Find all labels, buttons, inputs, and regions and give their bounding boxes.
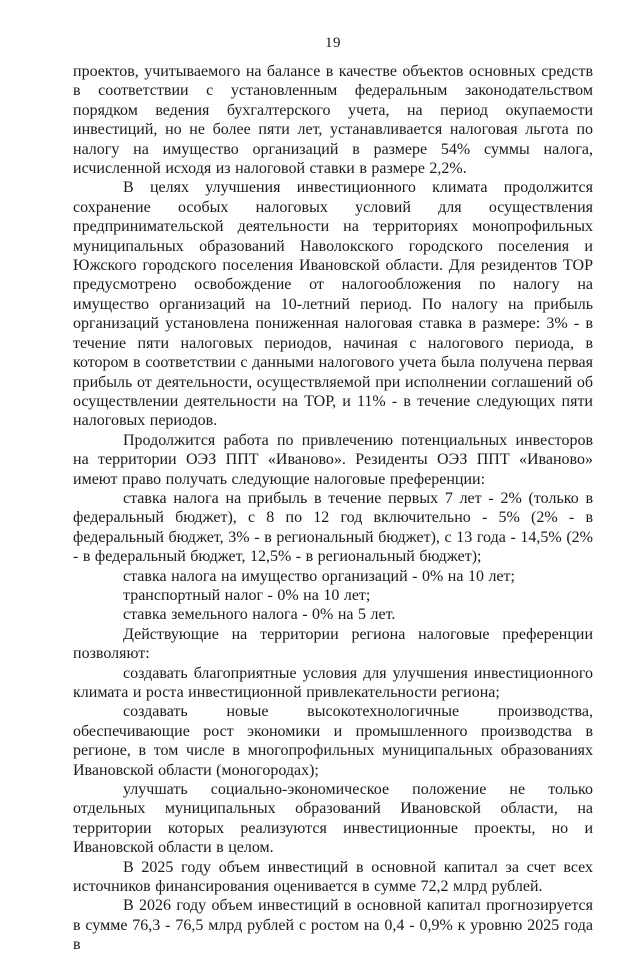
- paragraph: создавать благоприятные условия для улучшения инвестиционного климата и роста инвестиционной привлекательности региона;: [73, 664, 593, 701]
- page-number: 19: [325, 35, 341, 51]
- paragraph: Действующие на территории региона налоговые преференции позволяют:: [73, 625, 593, 663]
- paragraph: ставка налога на имущество организаций - 0% на 10 лет;: [123, 567, 515, 585]
- paragraph: проектов, учитываемого на балансе в качестве объектов основных средств в соответствии с установленным федеральным законодательством порядком ведения бухгалтерского учета, на период окупаемости инвестиций, но не более пяти лет, устанавливается налоговая льгота по налогу на имущество организаций в размере 54% суммы налога, исчисленной исходя из налоговой ставки в размере 2,2%.: [73, 63, 593, 178]
- paragraph: улучшать социально-экономическое положение не только отдельных муниципальных образований Ивановской области, на территории которых реализуются инвестиционные проекты, но и Ивановской области в целом.: [73, 781, 593, 857]
- paragraph: В 2026 году объем инвестиций в основной капитал прогнозируется в сумме 76,3 - 76,5 млрд рублей с ростом на 0,4 - 0,9% к уровню 2025 года в: [73, 897, 593, 954]
- paragraph: создавать новые высокотехнологичные производства, обеспечивающие рост экономики и промышленного производства в регионе, в том числе в многопрофильных муниципальных образованиях Ивановской области (моногородах);: [73, 703, 593, 779]
- paragraph: ставка налога на прибыль в течение первых 7 лет - 2% (только в федеральный бюджет), с 8 по 12 год включительно - 5% (2% - в федеральный бюджет, 3% - в региональный бюджет), с 13 года - 14,5% (2% - в федеральный бюджет, 12,5% - в региональный бюджет);: [73, 489, 593, 566]
- paragraph: Продолжится работа по привлечению потенциальных инвесторов на территории ОЭЗ ППТ «Иваново». Резиденты ОЭЗ ППТ «Иваново» имеют право получать следующие налоговые преференции:: [73, 431, 593, 488]
- paragraph: В 2025 году объем инвестиций в основной капитал за счет всех источников финансирования оценивается в сумме 72,2 млрд рублей.: [73, 858, 593, 896]
- paragraph: В целях улучшения инвестиционного климата продолжится сохранение особых налоговых условий для осуществления предпринимательской деятельности на территориях монопрофильных муниципальных образований Наволокского городского поселения и Южского городского поселения Ивановской области. Для резидентов ТОР предусмотрено освобождение от налогообложения по налогу на имущество организаций на 10-летний период. По налогу на прибыль организаций установлена пониженная налоговая ставка в размере: 3% - в течение пяти налоговых периодов, начиная с налогового периода, в котором в соответствии с данными налогового учета была получена первая прибыль от деятельности, осуществляемой при исполнении соглашений об осуществлении деятельности на ТОР, и 11% - в течение следующих пяти налоговых периодов.: [73, 179, 593, 430]
- paragraph: транспортный налог - 0% на 10 лет;: [123, 586, 371, 604]
- document-body: [73, 62, 593, 955]
- paragraph: ставка земельного налога - 0% на 5 лет.: [123, 606, 396, 624]
